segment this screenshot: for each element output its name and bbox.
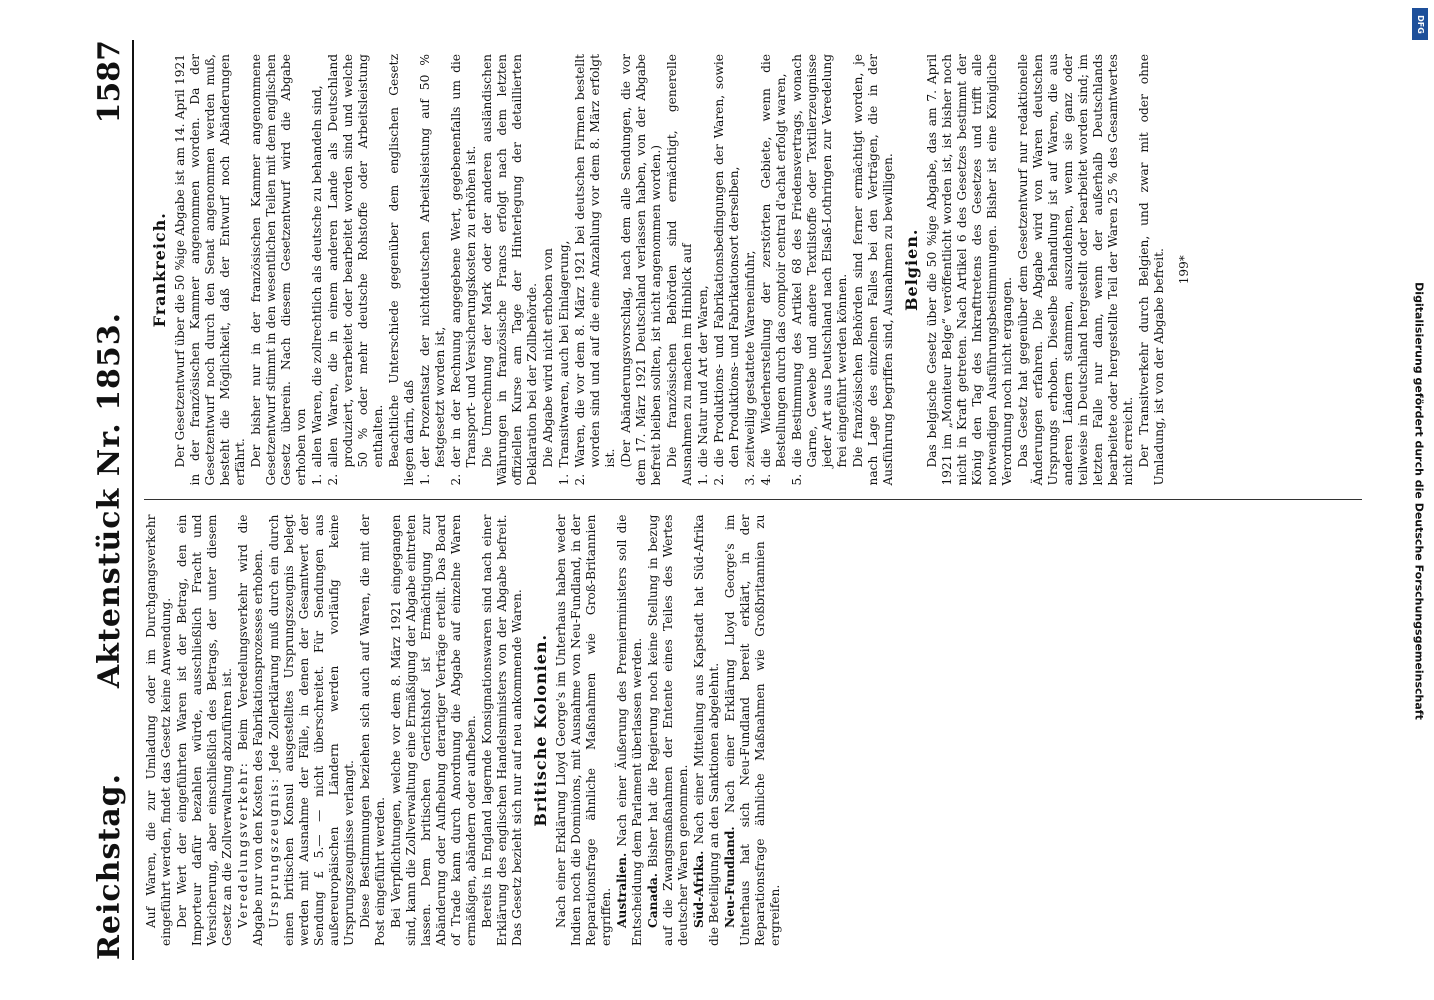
paragraph: Der bisher nur in der französischen Kammer angenommene Gesetzentwurf stimmt in den wesentlichen Teilen mit dem englischen Gesetz überein. Nach diesem Gesetzentwurf wird die Abgabe erhoben von (249, 54, 308, 486)
list-item: 4. die Wiederherstellung der zerstörten Gebiete, wenn die Bestellungen durch das comptoir central d'achat erfolgt waren, (759, 54, 788, 486)
dfg-logo-text: DFG (1415, 14, 1425, 34)
header-rule (132, 40, 134, 960)
text-columns (144, 40, 1362, 960)
paragraph: Beachtliche Unterschiede gegenüber dem englischen Gesetz liegen darin, daß (387, 54, 416, 486)
list-item-text: zeitweilig gestattete Wareneinfuhr, (743, 250, 757, 468)
paragraph-text: Nach einer Äußerung des Premierministers soll die Entscheidung dem Parlament überlassen werden. (615, 514, 644, 946)
paragraph-text: Beim Veredelungsverkehr wird die Abgabe nur von den Kosten des Fabrikationsprozesses erhoben. (236, 514, 265, 946)
paragraph (236, 515, 266, 947)
paragraph-text: Nach einer Mitteilung aus Kapstadt hat Süd-Afrika die Beteiligung an den Sanktionen abgelehnt. (692, 514, 721, 946)
run-in-label: Süd-Afrika. (692, 850, 706, 928)
list-item-text: der in der Rechnung angegebene Wert, gegebenenfalls um die Transport- und Versicherungskosten zu erhöhen ist. (449, 54, 478, 468)
paragraph-text: Bisher hat die Regierung noch keine Stellung in bezug auf die Zwangsmaßnahmen der Entente eines Teiles des Wertes deutscher Waren genommen. (646, 514, 690, 946)
paragraph (267, 515, 357, 947)
list-item-text: die Natur und Art der Waren, (696, 285, 710, 468)
paragraph: Der Transitverkehr durch Belgien, und zwar mit oder ohne Umladung, ist von der Abgabe befreit. (1137, 54, 1166, 486)
section-heading: Frankreich. (150, 212, 169, 328)
list-item: 5. die Bestimmung des Artikel 68 des Friedensvertrags, wonach Garne, Gewebe und andere Textilstoffe oder Textilerzeugnisse jeder Art aus Deutschland nach Elsaß-Lothringen zur Veredelung frei eingeführt werden können. (790, 54, 849, 486)
paragraph: Bei Verpflichtungen, welche vor dem 8. März 1921 eingegangen sind, kann die Zollverwaltung eine Ermäßigung der Abgabe eintreten lassen. Dem britischen Gerichtshof ist Ermächtigung zur Abänderung oder Aufhebung derartiger Verträge erteilt. Das Board of Trade kann durch Anordnung die Abgabe auf einzelne Waren ermäßigen, abändern oder aufheben. (389, 514, 478, 946)
paragraph: Auf Waren, die zur Umladung oder im Durchgangsverkehr eingeführt werden, findet das Gesetz keine Anwendung. (144, 514, 173, 946)
list-item: 2. allen Waren, die in einem anderen Lande als Deutschland produziert, verarbeitet oder bearbeitet worden sind und welche 50 % oder mehr deutsche Rohstoffe oder Arbeitsleistung enthalten. (326, 54, 385, 486)
run-in-label: Veredelungsverkehr: (236, 761, 250, 928)
paragraph: Die französischen Behörden sind ferner ermächtigt worden, je nach Lage des einzelnen Falles bei den Verträgen, die in der Ausführung begriffen sind, Ausnahmen zu bewilligen. (851, 54, 895, 486)
digitization-note (1408, 6, 1430, 996)
column-left (144, 501, 1362, 961)
paragraph: Die Abgabe wird nicht erhoben von (541, 248, 555, 468)
page-number: 1587 (92, 40, 127, 124)
list-item-text: Waren, die vor dem 8. März 1921 bei deutschen Firmen bestellt worden sind und auf die eine Anzahlung vor dem 8. März erfolgt ist. (573, 54, 617, 468)
column-right (144, 40, 1362, 501)
paragraph (615, 515, 645, 947)
paragraph (646, 515, 691, 947)
list-item: 2. Waren, die vor dem 8. März 1921 bei deutschen Firmen bestellt worden sind und auf die eine Anzahlung vor dem 8. März erfolgt ist. (573, 54, 617, 486)
list-item-text: die Wiederherstellung der zerstörten Gebiete, wenn die Bestellungen durch das comptoir central d'achat erfolgt waren, (759, 54, 788, 468)
signature-mark: 199* (1177, 255, 1191, 285)
section-heading: Britische Kolonien. (531, 633, 550, 827)
paragraph: (Der Abänderungsvorschlag, nach dem alle Sendungen, die vor dem 17. März 1921 Deutschland verlassen haben, von der Abgabe befreit bleiben sollten, ist nicht angenommen worden.) (619, 54, 663, 486)
list-item-text: Transitwaren, auch bei Einlagerung, (557, 240, 571, 468)
list-item: 1. der Prozentsatz der nichtdeutschen Arbeitsleistung auf 50 % festgesetzt worden ist, (418, 54, 447, 486)
paragraph-text: Jede Zollerklärung muß durch ein durch einen britischen Konsul ausgestelltes Ursprungszeugnis belegt werden mit Ausnahme der Fälle, in denen der Gesamtwert der Sendung £ 5.— — nicht überschreitet. Für Sendungen aus außereuropäischen Ländern werden vorläufig keine Ursprungszeugnisse verlangt. (267, 514, 356, 946)
list-item: 3. zeitweilig gestattete Wareneinfuhr, (743, 250, 757, 486)
run-in-label: Neu-Fundland. (723, 826, 737, 928)
section-heading: Belgien. (902, 228, 921, 311)
paragraph: Diese Bestimmungen beziehen sich auch auf Waren, die mit der Post eingeführt werden. (358, 514, 387, 946)
list-item-text: die Bestimmung des Artikel 68 des Friedensvertrags, wonach Garne, Gewebe und andere Textilstoffe oder Textilerzeugnisse jeder Art aus Deutschland nach Elsaß-Lothringen zur Veredelung frei eingeführt werden können. (790, 54, 849, 468)
list-item: 2. die Produktions- und Fabrikationsbedingungen der Waren, sowie den Produktions- und Fabrikationsort derselben, (712, 54, 741, 486)
paragraph: Die Umrechnung der Mark oder der anderen ausländischen Währungen in französische Francs erfolgt nach dem letzten offiziellen Kurse am Tage der Hinterlegung der detaillierten Deklaration bei der Zollbehörde. (480, 54, 539, 486)
paragraph: Das Gesetz hat gegenüber dem Gesetzentwurf nur redaktionelle Änderungen erfahren. Die Abgabe wird von Waren deutschen Ursprungs erhoben. Dieselbe Behandlung ist auf Waren, die aus anderen Ländern stammen, auszudehnen, wenn sie ganz oder teilweise in Deutschland hergestellt oder bearbeitet worden sind; im letzten Falle nur dann, wenn der außerhalb Deutschlands bearbeitete oder hergestellte Teil der Waren 25 % des Gesamtwertes nicht erreicht. (1016, 54, 1135, 486)
header-title: Aktenstück Nr. 1853. (92, 311, 127, 689)
digitization-note-text: Digitalisierung gefördert durch die Deutsche Forschungsgemeinschaft (1412, 282, 1426, 720)
list-item-text: allen Waren, die zollrechtlich als deutsche zu behandeln sind, (310, 85, 324, 468)
paragraph: Die französischen Behörden sind ermächtigt, generelle Ausnahmen zu machen im Hinblick auf (665, 54, 694, 486)
paragraph: Der Gesetzentwurf über die 50 %ige Abgabe ist am 14. April 1921 in der französischen Kammer angenommen worden. Da der Gesetzentwurf noch durch den Senat angenommen werden muß, besteht die Möglichkeit, daß der Entwurf noch Abänderungen erfährt. (173, 54, 247, 486)
list-item-text: allen Waren, die in einem anderen Lande als Deutschland produziert, verarbeitet oder bearbeitet worden sind und welche 50 % oder mehr deutsche Rohstoffe oder Arbeitsleistung enthalten. (326, 54, 385, 468)
paragraph-text: Nach einer Erklärung Lloyd George's im Unterhaus hat sich Neu-Fundland bereit erklärt, in der Reparationsfrage ähnliche Maßnahmen wie Großbritannien zu ergreifen. (723, 514, 782, 946)
paragraph: Das belgische Gesetz über die 50 %ige Abgabe, das am 7. April 1921 im „Moniteur Belge“ veröffentlicht worden ist, ist bisher noch nicht in Kraft getreten. Nach Artikel 6 des Gesetzes bestimmt der König den Tag des Inkrafttretens des Gesetzes und trifft alle notwendigen Ausführungsbestimmungen. Bisher ist eine Königliche Verordnung noch nicht ergangen. (925, 54, 1014, 486)
dfg-logo (1412, 8, 1428, 40)
list-item-text: die Produktions- und Fabrikationsbedingungen der Waren, sowie den Produktions- und Fabrikationsort derselben, (712, 54, 741, 468)
paragraph: Bereits in England lagernde Konsignationswaren sind nach einer Erklärung des englischen Handelsministers von der Abgabe befreit. Das Gesetz bezieht sich nur auf neu ankommende Waren. (480, 514, 524, 946)
run-in-label: Australien. (615, 852, 629, 928)
run-in-label: Ursprungszeugnis: (267, 776, 281, 928)
paragraph (723, 515, 783, 947)
run-in-label: Canada. (646, 872, 660, 928)
header-left: Reichstag. (92, 772, 127, 960)
list-item: 1. allen Waren, die zollrechtlich als deutsche zu behandeln sind, (310, 85, 324, 486)
paragraph: Nach einer Erklärung Lloyd George's im Unterhaus haben weder Indien noch die Dominions, mit Ausnahme von Neu-Fundland, in der Reparationsfrage ähnliche Maßnahmen wie Groß-Britannien ergriffen. (554, 514, 613, 946)
list-item-text: der Prozentsatz der nichtdeutschen Arbeitsleistung auf 50 % festgesetzt worden ist, (418, 54, 447, 468)
paragraph (692, 515, 722, 947)
page-header (80, 40, 140, 960)
list-item: 2. der in der Rechnung angegebene Wert, gegebenenfalls um die Transport- und Versicherungskosten zu erhöhen ist. (449, 54, 478, 486)
list-item: 1. die Natur und Art der Waren, (696, 285, 710, 486)
paragraph: Der Wert der eingeführten Waren ist der Betrag, den ein Importeur dafür bezahlen würde, ausschließlich Fracht und Versicherung, aber einschließlich des Betrags, der unter diesem Gesetz an die Zollverwaltung abzuführen ist. (175, 514, 234, 946)
document-page (52, 0, 1382, 1000)
list-item: 1. Transitwaren, auch bei Einlagerung, (557, 240, 571, 486)
